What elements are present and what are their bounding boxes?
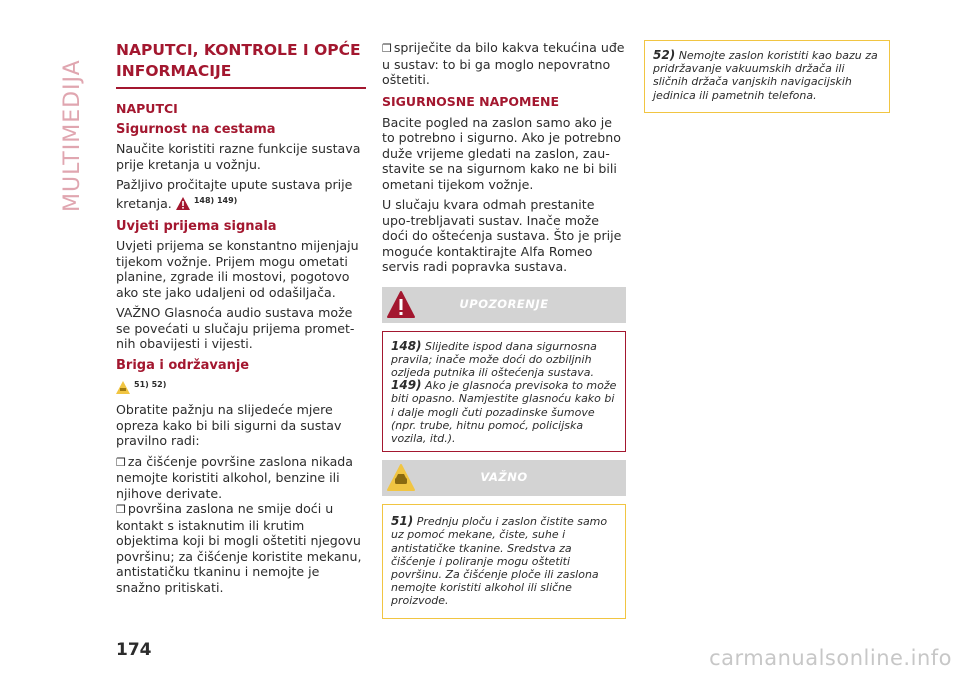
- section-heading-safety-notes: SIGURNOSNE NAPOMENE: [382, 93, 560, 109]
- column-right: [644, 40, 890, 113]
- column-middle: [382, 40, 626, 619]
- paragraph: Obratite pažnju na slijedeće mjere opreza kako bi bili sigurni da sustav pravilno radi:: [116, 402, 342, 449]
- note-text: Ako je glasnoća previsoka to može biti opasno. Namjestite glasnoću kako bi i dalje mogli čuti pozadinske šumove (npr. trube, hitnu pomoć, policijska vozila, itd.).: [391, 379, 617, 445]
- bullet-text: spriječite da bilo kakva tekućina uđe u sustav: to bi ga moglo nepovratno oštetiti.: [382, 40, 625, 87]
- important-note-52: [653, 49, 881, 102]
- note-text: Prednju ploču i zaslon čistite samo uz pomoć mekane, čiste, suhe i antistatičke tkanine. Sredstva za čišćenje i poliranje mogu oštetiti površinu. Za čišćenje ploče ili zaslona nemojte koristiti alkohol ili slične proizvode.: [391, 515, 608, 608]
- important-box-continued: [644, 40, 890, 113]
- caution-car-icon: [116, 381, 130, 398]
- note-text: Slijedite ispod dana sigurnosna pravila; inače može doći do ozbiljnih ozljeda putnika ili oštećenja sustava.: [391, 339, 597, 379]
- bullet-text: za čišćenje površine zaslona nikada nemojte koristiti alkohol, benzine ili njihove derivate.: [116, 453, 353, 501]
- footnote-refs: 148) 149): [193, 195, 238, 205]
- important-box-title: VAŽNO: [480, 470, 528, 485]
- warning-note-148: [391, 340, 617, 380]
- checkbox-bullet-icon: ❒: [382, 42, 392, 55]
- subheading-signal-reception: Uvjeti prijema signala: [116, 219, 277, 235]
- footnote-refs: 51) 52): [134, 379, 167, 389]
- paragraph-with-refs: [116, 177, 366, 213]
- watermark: carmanualsonline.info: [709, 646, 952, 670]
- section-heading-naputci: NAPUTCI: [116, 101, 178, 116]
- subheading-care-maintenance: Briga i održavanje: [116, 357, 250, 373]
- page-number: 174: [116, 640, 152, 660]
- paragraph: U slučaju kvara odmah prestanite upo-trebljavati sustav. Inače može doći do oštećenja sustava. Što je prije moguće kontaktirajte Alfa Romeo servis radi popravka sustava.: [382, 197, 622, 274]
- paragraph-text: Pažljivo pročitajte upute sustava prije kretanja.: [116, 177, 353, 211]
- important-box-header: [382, 460, 626, 496]
- paragraph: VAŽNO Glasnoća audio sustava može se povećati u slučaju prijema promet-nih obavijesti i vijesti.: [116, 305, 355, 352]
- checkbox-bullet-icon: ❒: [116, 503, 126, 517]
- subheading-road-safety: Sigurnost na cestama: [116, 122, 276, 137]
- important-box-body: [382, 504, 626, 618]
- section-side-label: MULTIMEDIJA: [60, 59, 85, 212]
- bullet-item: [116, 501, 366, 595]
- column-left: [116, 40, 366, 600]
- note-number: 148): [391, 338, 422, 353]
- warning-box-title: UPOZORENJE: [459, 296, 549, 311]
- bullet-item: [382, 40, 626, 88]
- note-text: Nemojte zaslon koristiti kao bazu za pridržavanje vakuumskih držača ili sličnih držača vanjskih navigacijskih jedinica ili pametnih telefona.: [653, 49, 878, 102]
- important-note-51: [391, 515, 617, 607]
- bullet-text: površina zaslona ne smije doći u kontakt s istaknutim ili krutim objektima koji bi mogli oštetiti njegovu površinu; za čišćenje koristite mekanu, antistatičku tkaninu i nemojte je snažno pritiskati.: [116, 501, 362, 595]
- paragraph: Bacite pogled na zaslon samo ako je to potrebno i sigurno. Ako je potrebno duže vrijeme gledati na zaslon, zau-stavite se na sigurnom kako ne bi bili ometani tijekom vožnje.: [382, 114, 621, 192]
- paragraph: Naučite koristiti razne funkcije sustava prije kretanja u vožnju.: [116, 141, 361, 172]
- bullet-item: [116, 454, 366, 502]
- warning-note-149: [391, 379, 617, 445]
- paragraph: Uvjeti prijema se konstantno mijenjaju tijekom vožnje. Prijem mogu ometati planine, zgrade ili mostovi, pogotovo ako ste jako udaljeni od odašiljača.: [116, 238, 359, 300]
- checkbox-bullet-icon: ❒: [116, 455, 126, 469]
- note-number: 52): [653, 48, 676, 62]
- refs-line: [116, 377, 366, 398]
- warning-triangle-icon: [176, 197, 190, 214]
- page-title: NAPUTCI, KONTROLE I OPĆE INFORMACIJE: [116, 40, 366, 89]
- warning-box-header: [382, 287, 626, 323]
- warning-box-body: [382, 331, 626, 453]
- note-number: 51): [391, 514, 414, 529]
- note-number: 149): [391, 378, 422, 393]
